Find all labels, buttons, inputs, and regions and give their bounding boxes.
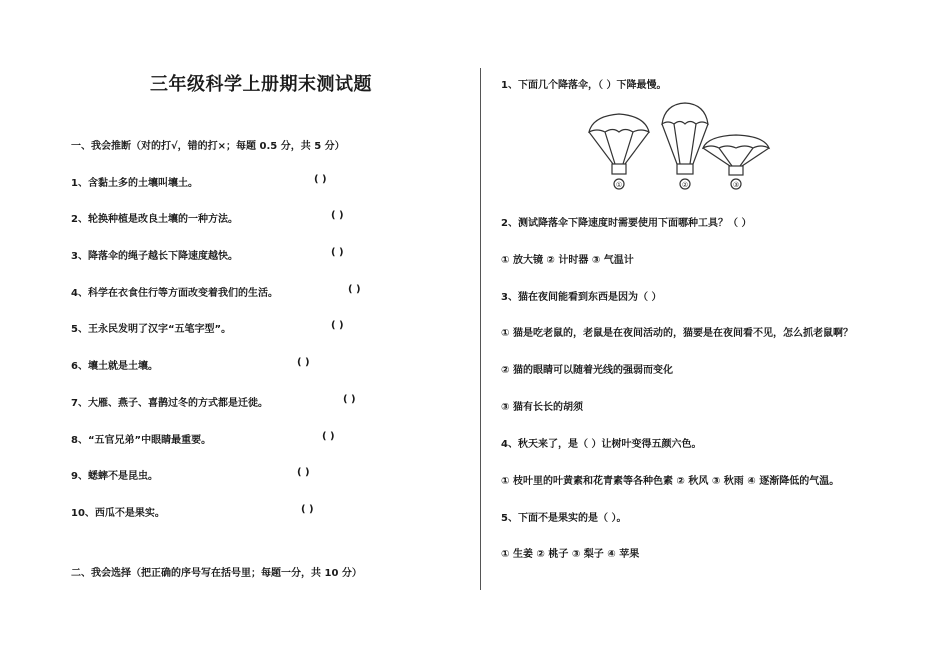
page-title: 三年级科学上册期末测试题	[150, 74, 372, 95]
question-text: 1、下面几个降落伞，（ ）下降最慢。	[501, 80, 667, 91]
figure-label: ①	[615, 181, 623, 189]
figure-label: ③	[732, 181, 740, 189]
answer-blank: ( )	[297, 467, 310, 478]
answer-option: ① 猫是吃老鼠的，老鼠是在夜间活动的，猫要是在夜间看不见，怎么抓老鼠啊？	[501, 328, 853, 339]
question-text: 7、大雁、燕子、喜鹊过冬的方式都是迁徙。	[71, 398, 268, 409]
section2-heading: 二、我会选择（把正确的序号写在括号里；每题一分，共 10 分）	[71, 568, 362, 579]
question-text: 3、降落伞的绳子越长下降速度越快。	[71, 251, 238, 262]
figure-label: ②	[681, 181, 689, 189]
question-text: 5、王永民发明了汉字“五笔字型”。	[71, 324, 232, 335]
parachute-1	[589, 114, 649, 189]
answer-blank: ( )	[322, 431, 335, 442]
answer-blank: ( )	[314, 174, 327, 185]
answer-options: ① 放大镜 ② 计时器 ③ 气温计	[501, 255, 634, 266]
question-text: 8、“五官兄弟”中眼睛最重要。	[71, 435, 212, 446]
question-text: 4、科学在衣食住行等方面改变着我们的生活。	[71, 288, 278, 299]
question-text: 9、蟋蟀不是昆虫。	[71, 471, 158, 482]
answer-option: ③ 猫有长长的胡须	[501, 402, 583, 413]
column-divider	[480, 68, 481, 590]
question-text: 1、含黏土多的土壤叫壤土。	[71, 178, 198, 189]
answer-blank: ( )	[297, 357, 310, 368]
answer-blank: ( )	[301, 504, 314, 515]
answer-blank: ( )	[331, 247, 344, 258]
answer-blank: ( )	[343, 394, 356, 405]
answer-blank: ( )	[331, 210, 344, 221]
question-text: 3、猫在夜间能看到东西是因为（ ）	[501, 292, 662, 303]
answer-option: ② 猫的眼睛可以随着光线的强弱而变化	[501, 365, 673, 376]
parachute-figure	[585, 102, 775, 190]
answer-blank: ( )	[348, 284, 361, 295]
answer-options: ① 生姜 ② 桃子 ③ 梨子 ④ 苹果	[501, 549, 640, 560]
answer-options: ① 枝叶里的叶黄素和花青素等各种色素 ② 秋风 ③ 秋雨 ④ 逐渐降低的气温。	[501, 476, 840, 487]
question-text: 2、测试降落伞下降速度时需要使用下面哪种工具？（ ）	[501, 218, 752, 229]
question-text: 5、下面不是果实的是（ ）。	[501, 513, 627, 524]
question-text: 2、轮换种植是改良土壤的一种方法。	[71, 214, 238, 225]
question-text: 6、壤土就是土壤。	[71, 361, 158, 372]
question-text: 4、秋天来了，是（ ）让树叶变得五颜六色。	[501, 439, 702, 450]
answer-blank: ( )	[331, 320, 344, 331]
question-text: 10、西瓜不是果实。	[71, 508, 165, 519]
section1-heading: 一、我会推断（对的打√，错的打×；每题 0.5 分，共 5 分）	[71, 141, 345, 152]
parachute-2	[662, 103, 708, 189]
